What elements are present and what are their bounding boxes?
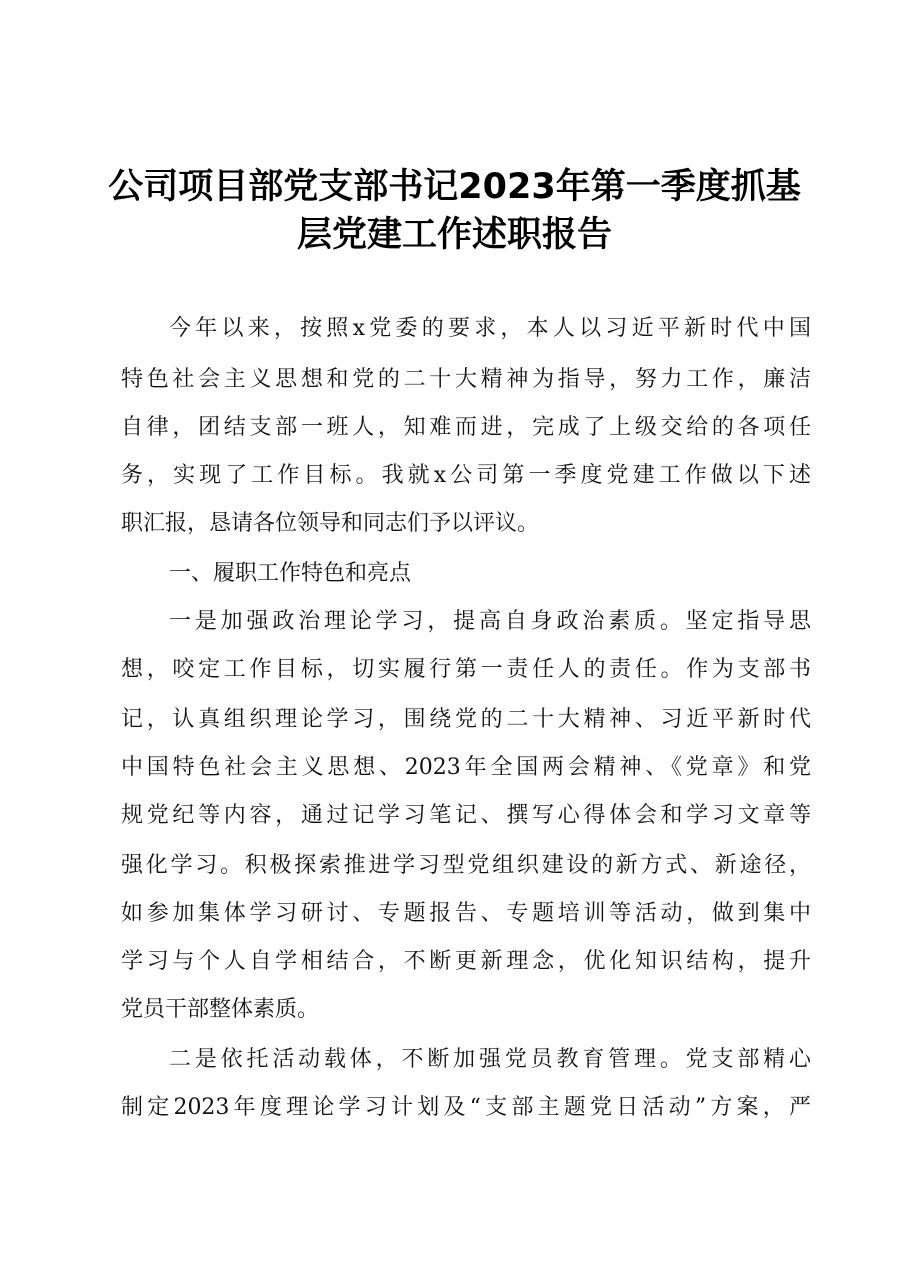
body-line: 中国特色社会主义思想、2023年全国两会精神、《党章》和党 xyxy=(121,755,811,780)
document-title-line-2: 层党建工作述职报告 xyxy=(296,215,612,255)
body-line: 强化学习。积极探索推进学习型党组织建设的新方式、新途径， xyxy=(121,853,811,878)
section-heading: 一、履职工作特色和亮点 xyxy=(169,561,412,586)
body-line: 特色社会主义思想和党的二十大精神为指导，努力工作，廉洁 xyxy=(121,367,811,392)
body-line: 职汇报，恳请各位领导和同志们予以评议。 xyxy=(121,511,540,536)
body-line: 想，咬定工作目标，切实履行第一责任人的责任。作为支部书 xyxy=(121,657,811,682)
body-line: 规党纪等内容，通过记学习笔记、撰写心得体会和学习文章等 xyxy=(121,803,811,828)
body-line: 今年以来，按照x党委的要求，本人以习近平新时代中国 xyxy=(169,316,811,341)
body-line: 自律，团结支部一班人，知难而进，完成了上级交给的各项任 xyxy=(121,415,811,440)
body-line: 务，实现了工作目标。我就x公司第一季度党建工作做以下述 xyxy=(121,463,811,488)
body-line: 一是加强政治理论学习，提高自身政治素质。坚定指导思 xyxy=(169,609,811,634)
body-line: 记，认真组织理论学习，围绕党的二十大精神、习近平新时代 xyxy=(121,707,811,732)
body-line: 党员干部整体素质。 xyxy=(121,997,320,1022)
body-line: 如参加集体学习研讨、专题报告、专题培训等活动，做到集中 xyxy=(121,901,811,926)
body-line: 二是依托活动载体，不断加强党员教育管理。党支部精心 xyxy=(169,1047,811,1072)
body-line: 制定2023年度理论学习计划及“支部主题党日活动”方案，严 xyxy=(121,1095,811,1120)
body-line: 学习与个人自学相结合，不断更新理念，优化知识结构，提升 xyxy=(121,949,811,974)
document-title-line-1: 公司项目部党支部书记2023年第一季度抓基 xyxy=(108,167,801,207)
